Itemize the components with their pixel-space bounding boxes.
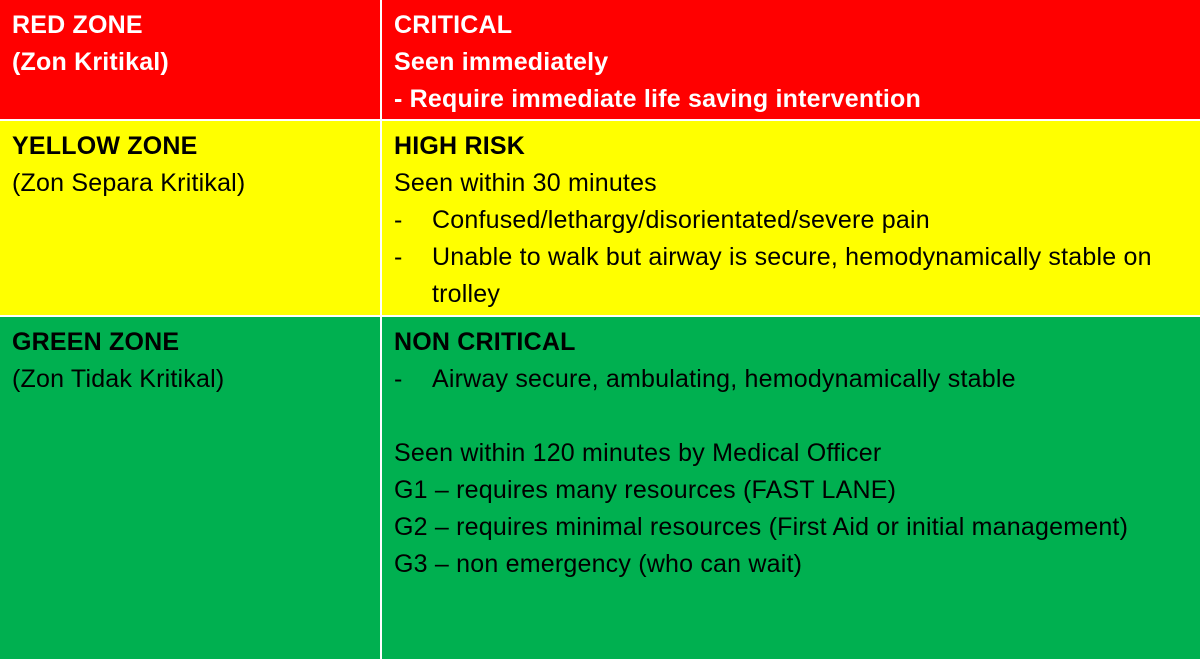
bullet-dash: - (394, 206, 403, 234)
red-zone-row (0, 0, 1200, 121)
bullet-dash: - (394, 243, 403, 271)
bullet-dash: - (394, 365, 403, 393)
timing-text: Seen within 30 minutes (394, 169, 657, 197)
green-zone-row (0, 317, 1200, 659)
category-label: NON CRITICAL (394, 328, 576, 356)
green-zone-cell (0, 317, 382, 659)
zone-title: GREEN ZONE (12, 328, 180, 356)
zone-subtitle: (Zon Tidak Kritikal) (12, 365, 225, 393)
bullet-text: Airway secure, ambulating, hemodynamically stable (432, 365, 1016, 393)
red-description-cell (382, 0, 1200, 119)
green-description-cell (382, 317, 1200, 659)
level-g3: G3 – non emergency (who can wait) (394, 550, 803, 578)
timing-text: Seen within 120 minutes by Medical Officer (394, 439, 882, 467)
criteria-bullet (394, 239, 1188, 313)
category-label: HIGH RISK (394, 132, 525, 160)
zone-subtitle: (Zon Kritikal) (12, 48, 169, 76)
yellow-zone-cell (0, 121, 382, 315)
spacer (394, 398, 1188, 435)
bullet-text: Unable to walk but airway is secure, hemodynamically stable on trolley (432, 243, 1152, 308)
criteria-text: - Require immediate life saving intervention (394, 85, 921, 113)
zone-title: YELLOW ZONE (12, 132, 198, 160)
timing-text: Seen immediately (394, 48, 609, 76)
red-zone-cell (0, 0, 382, 119)
bullet-text: Confused/lethargy/disorientated/severe pain (432, 206, 930, 234)
zone-subtitle: (Zon Separa Kritikal) (12, 169, 246, 197)
criteria-bullet (394, 202, 1188, 239)
level-g2: G2 – requires minimal resources (First Aid or initial management) (394, 513, 1129, 541)
category-label: CRITICAL (394, 11, 513, 39)
zone-title: RED ZONE (12, 11, 143, 39)
criteria-bullet (394, 361, 1188, 398)
level-g1: G1 – requires many resources (FAST LANE) (394, 476, 897, 504)
yellow-description-cell (382, 121, 1200, 315)
yellow-zone-row (0, 121, 1200, 317)
